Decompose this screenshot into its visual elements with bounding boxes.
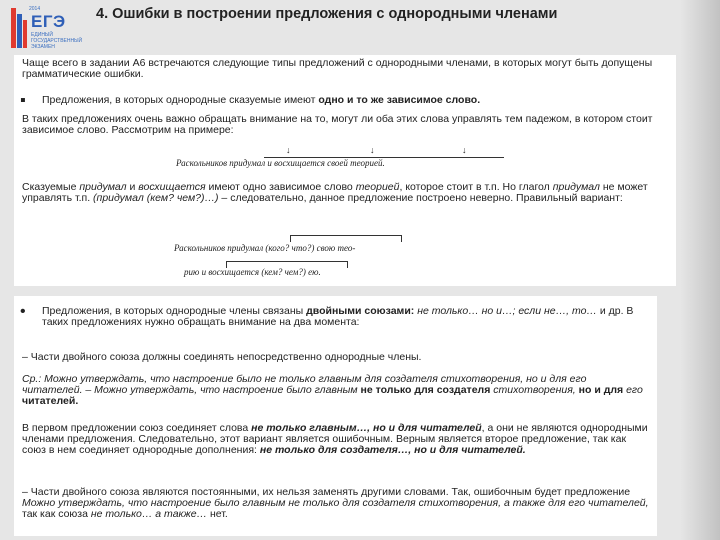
bullet-bold-text: одно и то же зависимое слово.: [318, 94, 481, 106]
slide-title: 4. Ошибки в построении предложения с однородными членами: [96, 6, 558, 22]
analysis-paragraph: Сказуемые придумал и восхищается имеют одно зависимое слово теорией, которое стоит в т.п. Но глагол придумал не может управлять т.п. (придумал (кем? чем?)…) – следовательно, данное предложение построено неверно. Правильный вариант:: [22, 181, 648, 204]
intro-paragraph: Чаще всего в задании А6 встречаются следующие типы предложений с однородными членами, в которых могут быть допущены грамматические ошибки.: [22, 57, 653, 80]
bullet-point-2: • Предложения, в которых однородные члены связаны двойными союзами: не только… но и…; если не…, то… и др. В таких предложениях нужно обращать внимание на два момента:: [20, 303, 634, 328]
ege-logo: [9, 4, 87, 56]
example-sentence-2-line1: Раскольников придумал (кого? что?) свою тео-: [174, 243, 356, 253]
decorative-shadow: [680, 0, 720, 540]
rule-point-1: – Части двойного союза должны соединять непосредственно однородные члены.: [22, 351, 422, 363]
bullet-icon: •: [20, 303, 26, 320]
bullet-text: Предложения, в которых однородные сказуемые имеют: [42, 94, 319, 106]
logo-text: ЕГЭ: [31, 12, 66, 31]
bullet-icon: ▪: [20, 92, 26, 109]
logo-subtitle: ЕДИНЫЙ ГОСУДАРСТВЕННЫЙ ЭКЗАМЕН: [31, 32, 83, 50]
analysis-paragraph-2: В первом предложении союз соединяет слова не только главным…, но и для читателей, а они не являются однородными членами предложения. Следовательно, этот вариант является ошибочным. Верным является второе предложение, так как союз в нем соединяет однородные дополнения: не только для создателя…, но и для читателей.: [22, 422, 648, 456]
textbook-scan-1: [14, 55, 676, 286]
comparison-example: Ср.: Можно утверждать, что настроение было не только главным для создателя стихотворения, но и для его читателей. – Можно утверждать, что настроение было главным не только для создателя стихотворения, но и для его читателей.: [22, 373, 643, 407]
textbook-scan-2: [14, 296, 657, 536]
logo-emblem-icon: [9, 4, 29, 54]
rule-point-2: – Части двойного союза являются постоянными, их нельзя заменять другими словами. Так, ошибочным будет предложение Можно утверждать, что настроение было главным не только для создателя стихотворения, а также для его читателей, так как союза не только… а также… нет.: [22, 486, 649, 520]
bullet-point-1: [20, 92, 668, 109]
explanation-paragraph: В таких предложениях очень важно обращать внимание на то, могут ли оба этих слова управлять тем падежом, в котором стоит зависимое слово. Рассмотрим на примере:: [22, 113, 653, 136]
logo-year: 2014: [29, 6, 41, 12]
example-sentence-2-line2: рию и восхищается (кем? чем?) ею.: [184, 267, 321, 277]
example-sentence-1: Раскольников придумал и восхищается своей теорией.: [176, 158, 385, 168]
down-arrow-icon: ↓: [462, 145, 467, 155]
down-arrow-icon: ↓: [286, 145, 291, 155]
bracket-decoration: [290, 235, 402, 242]
down-arrow-icon: ↓: [370, 145, 375, 155]
